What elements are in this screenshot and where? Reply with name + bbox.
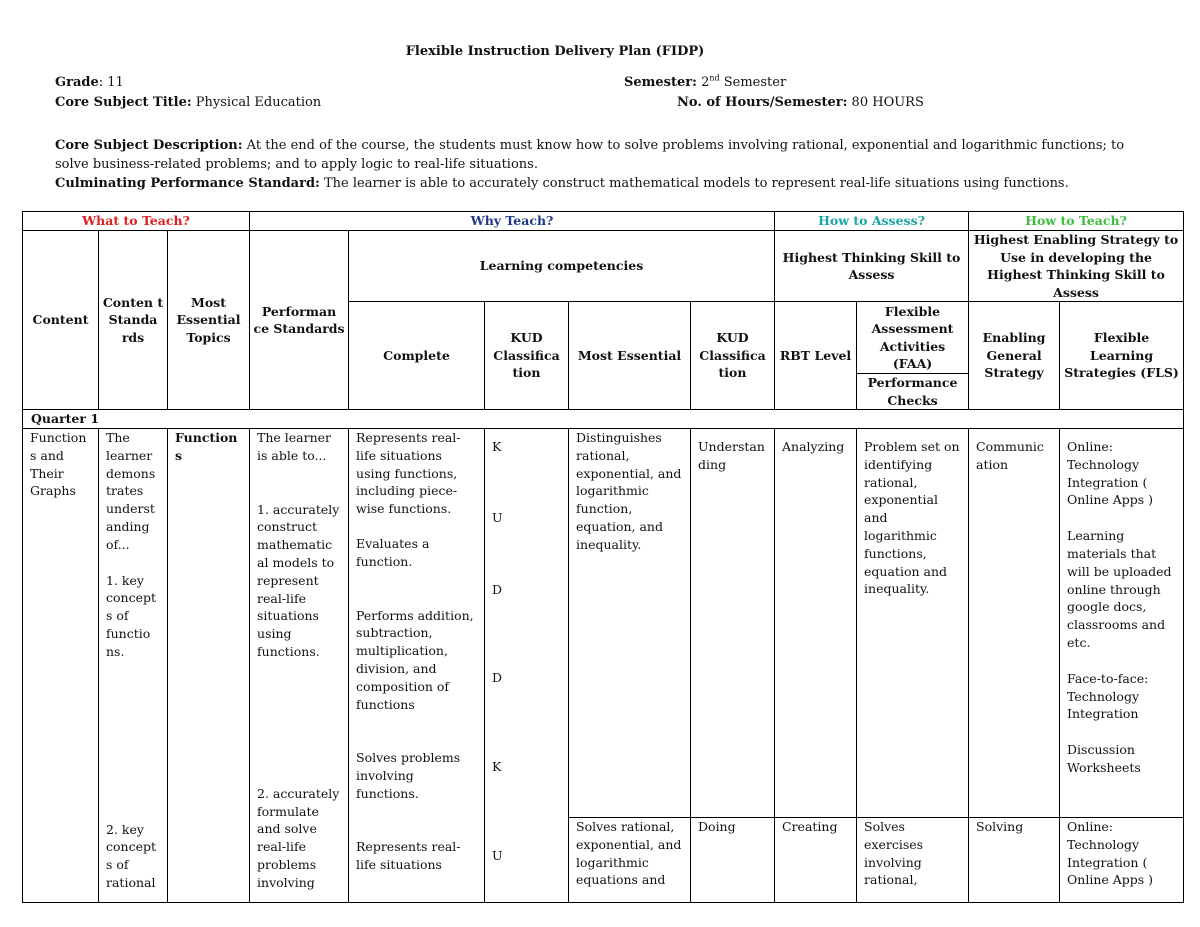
faa-cell-1 xyxy=(857,429,969,818)
most-essential-topic-cell xyxy=(168,429,250,903)
fls-header: Flexible Learning Strategies (FLS) xyxy=(1060,302,1184,410)
kud-value-5: K xyxy=(492,759,502,775)
kud-value-2: U xyxy=(492,509,503,525)
topic-text: Function s xyxy=(175,430,238,463)
semester-rest: Semester xyxy=(719,75,787,90)
essential-kud-cell-1 xyxy=(691,429,775,818)
description-text: At the end of the course, the students must know how to solve problems involving rational, exponential and logarithmic functions; to solve business-related problems; and to apply logic to real-life situations. xyxy=(55,138,1125,172)
header-row-a xyxy=(23,231,1184,302)
enabling-strategy-2: Solving xyxy=(976,819,1024,834)
rbt-level-cell-2 xyxy=(775,818,857,903)
fls-1-discussion: Discussion Worksheets xyxy=(1067,742,1141,775)
essential-kud-1: Understan ding xyxy=(698,439,765,472)
competency-1: Represents real-life situations using functions, including piece-wise functions. xyxy=(356,430,461,517)
semester-suffix: nd xyxy=(709,73,720,83)
content-cell xyxy=(23,429,99,903)
subject-value: Physical Education xyxy=(191,95,322,110)
kud-classification-header-2: KUD Classifica tion xyxy=(691,302,775,410)
fidp-table xyxy=(22,211,1184,903)
why-teach-header: Why Teach? xyxy=(250,212,775,231)
grade-value: : 11 xyxy=(98,75,124,90)
how-to-assess-header: How to Assess? xyxy=(775,212,969,231)
grade-field xyxy=(55,75,124,90)
quarter-row xyxy=(23,410,1184,429)
kud-value-4: D xyxy=(492,670,503,686)
kud-value-1: K xyxy=(492,439,502,454)
rbt-level-cell-1 xyxy=(775,429,857,818)
fls-cell-1 xyxy=(1060,429,1184,818)
kud-classification-cell xyxy=(485,429,569,903)
enabling-strategy-cell-2 xyxy=(969,818,1060,903)
fls-1-face-to-face: Face-to-face: Technology Integration xyxy=(1067,670,1149,722)
quarter-label: Quarter 1 xyxy=(23,410,1184,429)
culminating-standard-label: Culminating Performance Standard: xyxy=(55,176,320,191)
performance-checks-header: Performance Checks xyxy=(857,374,969,410)
complete-competencies-cell xyxy=(349,429,485,903)
most-essential-topics-header: Most Essential Topics xyxy=(168,231,250,410)
faa-2: Solves exercises involving rational, xyxy=(864,819,924,888)
fls-cell-2 xyxy=(1060,818,1184,903)
enabling-strategy-cell-1 xyxy=(969,429,1060,818)
subject-label: Core Subject Title: xyxy=(55,95,192,110)
performance-standard-2: 2. accurately formulate and solve real-life problems involving xyxy=(257,785,340,890)
description-label: Core Subject Description: xyxy=(55,138,243,153)
culminating-standard-text: The learner is able to accurately construct mathematical models to represent real-life situations using functions. xyxy=(319,176,1069,191)
rbt-level-header: RBT Level xyxy=(775,302,857,410)
performance-intro: The learner is able to... xyxy=(257,430,332,463)
grade-label: Grade xyxy=(55,75,99,90)
most-essential-cell-2 xyxy=(569,818,691,903)
kud-classification-header-1: KUD Classifica tion xyxy=(485,302,569,410)
enabling-general-strategy-header: Enabling General Strategy xyxy=(969,302,1060,410)
performance-standards-cell xyxy=(250,429,349,903)
content-standards-header: Conten t Standa rds xyxy=(99,231,168,410)
semester-label: Semester: xyxy=(624,75,697,90)
subject-field xyxy=(55,95,321,110)
content-standard-intro: The learner demons trates underst anding of... xyxy=(106,430,156,552)
rbt-level-1: Analyzing xyxy=(782,439,845,454)
fls-1-online: Online: Technology Integration ( Online Apps ) xyxy=(1067,439,1154,508)
semester-number: 2 xyxy=(696,75,710,90)
content-standard-1: 1. key concept s of functio ns. xyxy=(106,572,156,659)
essential-kud-cell-2 xyxy=(691,818,775,903)
competency-4: Solves problems involving functions. xyxy=(356,750,461,801)
page-title: Flexible Instruction Delivery Plan (FIDP) xyxy=(405,44,705,59)
performance-standards-header: Performan ce Standards xyxy=(250,231,349,410)
group-header-row xyxy=(23,212,1184,231)
hours-field xyxy=(677,95,924,110)
kud-value-6: U xyxy=(492,847,503,863)
table-row xyxy=(23,429,1184,818)
enabling-strategy-1: Communic ation xyxy=(976,439,1044,472)
most-essential-header: Most Essential xyxy=(569,302,691,410)
hours-value: 80 HOURS xyxy=(847,95,924,110)
most-essential-2: Solves rational, exponential, and logarithmic equations and xyxy=(576,819,682,888)
how-to-teach-header: How to Teach? xyxy=(969,212,1184,231)
highest-thinking-header: Highest Thinking Skill to Assess xyxy=(775,231,969,302)
content-standard-2: 2. key concept s of rational xyxy=(106,821,156,890)
highest-enabling-header: Highest Enabling Strategy to Use in developing the Highest Thinking Skill to Assess xyxy=(969,231,1184,302)
competency-5: Represents real-life situations xyxy=(356,838,461,872)
learning-competencies-header: Learning competencies xyxy=(349,231,775,302)
kud-value-3: D xyxy=(492,581,503,597)
faa-1: Problem set on identifying rational, exponential and logarithmic functions, equation and inequality. xyxy=(864,439,960,597)
complete-header: Complete xyxy=(349,302,485,410)
faa-cell-2 xyxy=(857,818,969,903)
what-to-teach-header: What to Teach? xyxy=(23,212,250,231)
most-essential-cell-1 xyxy=(569,429,691,818)
essential-kud-2: Doing xyxy=(698,819,736,834)
fls-1-materials: Learning materials that will be uploaded online through google docs, classrooms and etc. xyxy=(1067,528,1172,650)
semester-field xyxy=(624,75,786,90)
competency-3: Performs addition, subtraction, multiplication, division, and composition of functions xyxy=(356,607,474,712)
fls-2: Online: Technology Integration ( Online Apps ) xyxy=(1067,819,1154,888)
content-text: Function s and Their Graphs xyxy=(30,430,87,499)
content-standards-cell xyxy=(99,429,168,903)
faa-header: Flexible Assessment Activities (FAA) xyxy=(857,302,969,374)
subject-description xyxy=(55,136,1145,193)
hours-label: No. of Hours/Semester: xyxy=(677,95,848,110)
performance-standard-1: 1. accurately construct mathematic al models to represent real-life situations using functions. xyxy=(257,501,340,659)
content-header: Content xyxy=(23,231,99,410)
competency-2: Evaluates a function. xyxy=(356,535,430,569)
most-essential-1: Distinguishes rational, exponential, and logarithmic function, equation, and inequality. xyxy=(576,430,682,552)
rbt-level-2: Creating xyxy=(782,819,838,834)
